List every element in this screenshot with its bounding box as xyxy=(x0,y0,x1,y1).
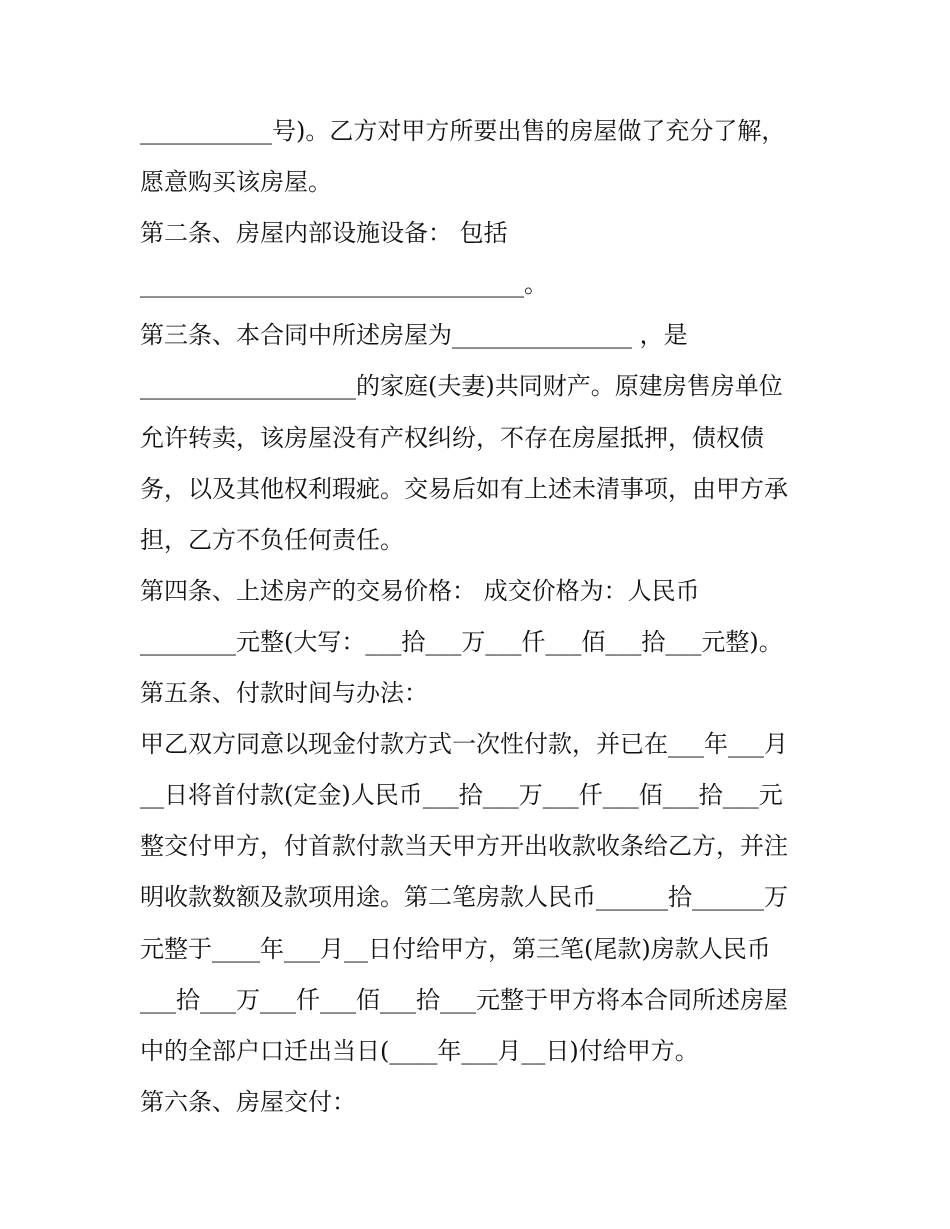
text-line: 中的全部户口迁出当日(____年___月__日)付给甲方。 xyxy=(140,1036,699,1065)
text-line: ___拾___万___仟___佰___拾___元整于甲方将本合同所述房屋 xyxy=(140,985,788,1014)
text-line: __________________的家庭(夫妻)共同财产。原建房售房单位 xyxy=(140,372,783,401)
contract-text xyxy=(140,106,820,1128)
article-4-heading: 第四条、上述房产的交易价格： 成交价格为：人民币 xyxy=(140,576,700,605)
text-line: ________元整(大写：___拾___万___仟___佰___拾___元整)。 xyxy=(140,627,783,656)
article-6-heading: 第六条、房屋交付： xyxy=(140,1087,356,1116)
text-line: 甲乙双方同意以现金付款方式一次性付款，并已在___年___月 xyxy=(140,730,788,759)
text-line: 明收款数额及款项用途。第二笔房款人民币______拾______万 xyxy=(140,883,788,912)
text-line: 愿意购买该房屋。 xyxy=(140,168,332,197)
text-line: ___________号)。乙方对甲方所要出售的房屋做了充分了解， xyxy=(140,117,786,145)
text-line: 务，以及其他权利瑕疵。交易后如有上述未清事项，由甲方承 xyxy=(140,474,788,503)
article-5-heading: 第五条、付款时间与办法： xyxy=(140,679,428,708)
text-line: ________________________________。 xyxy=(140,270,548,299)
article-3-heading: 第三条、本合同中所述房屋为_______________ ，是 xyxy=(140,321,688,350)
text-line: 担，乙方不负任何责任。 xyxy=(140,525,404,554)
text-line: 元整于____年___月__日付给甲方，第三笔(尾款)房款人民币 xyxy=(140,934,771,963)
text-line: 整交付甲方，付首款付款当天甲方开出收款收条给乙方，并注 xyxy=(140,832,788,861)
text-line: __日将首付款(定金)人民币___拾___万___仟___佰___拾___元 xyxy=(140,781,783,810)
text-line: 允许转卖，该房屋没有产权纠纷，不存在房屋抵押，债权债 xyxy=(140,423,764,452)
article-2-heading: 第二条、房屋内部设施设备： 包括 xyxy=(140,219,508,248)
